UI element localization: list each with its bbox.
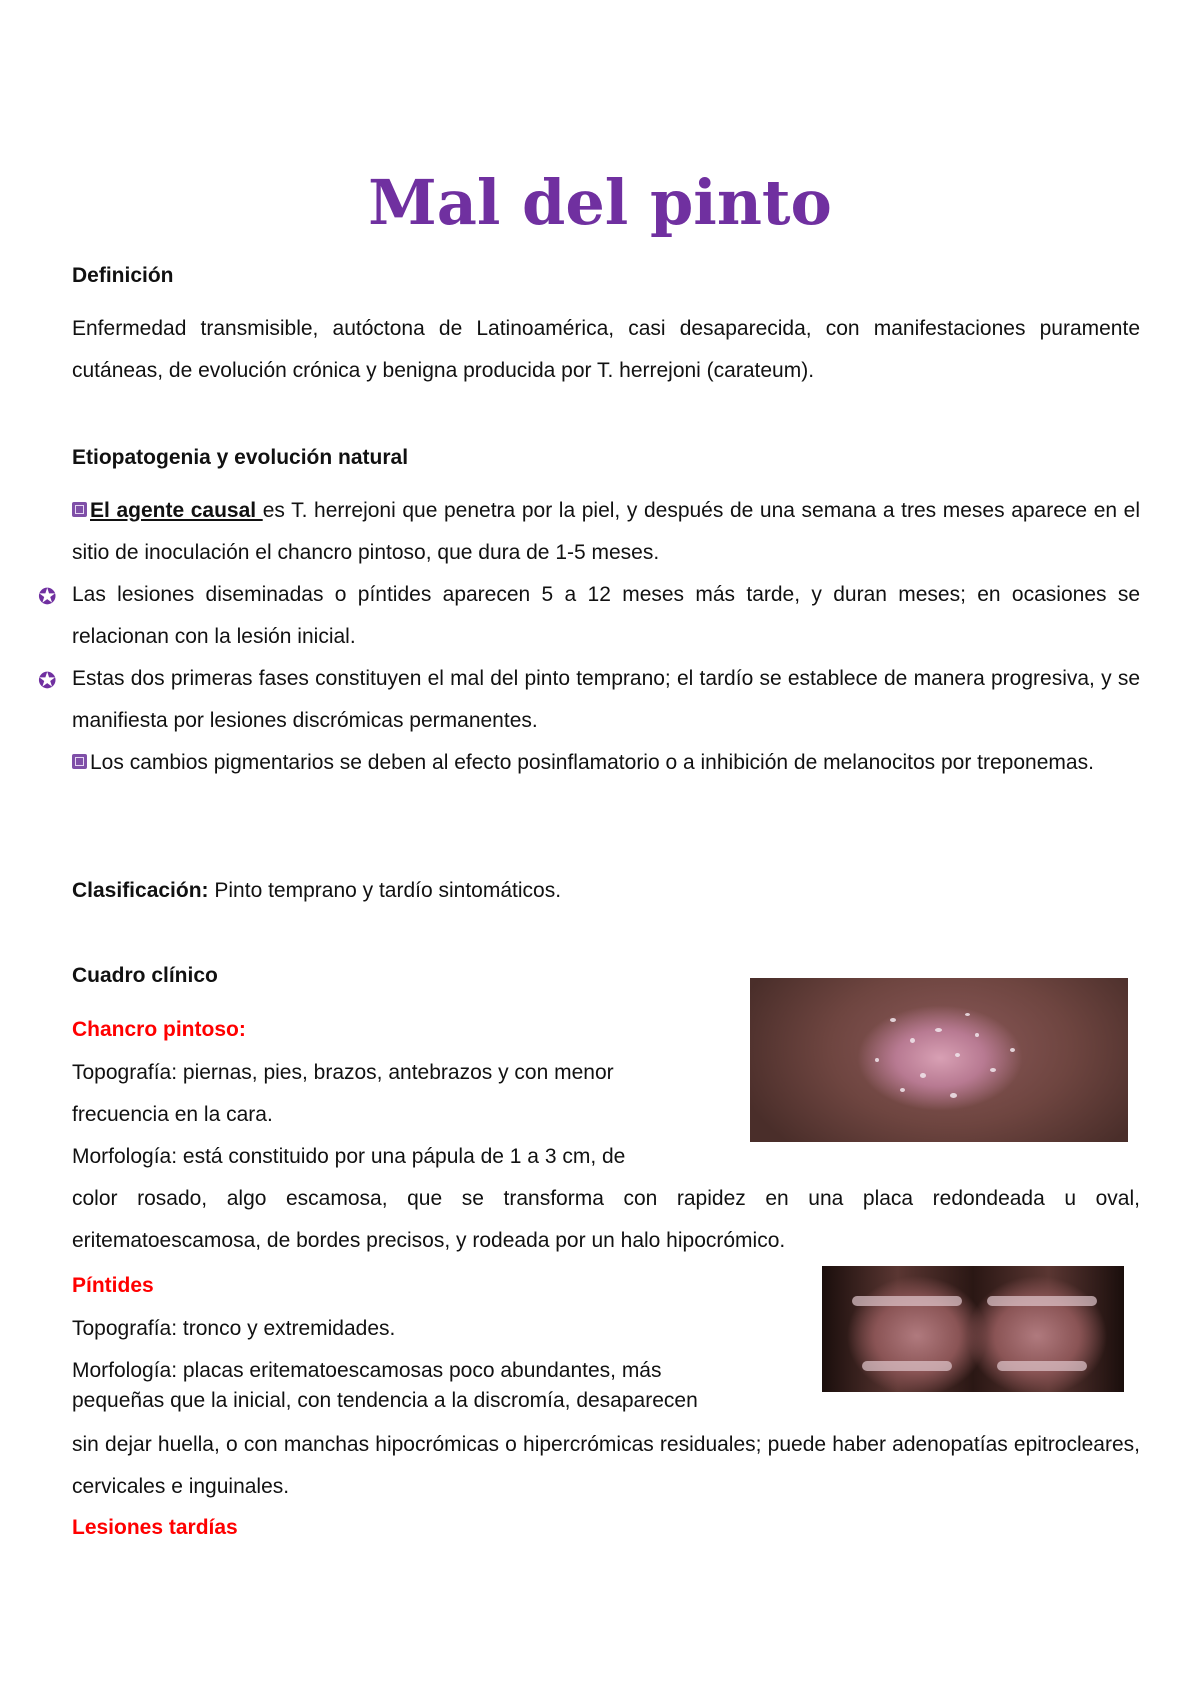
pintides-morfo-2: pequeñas que la inicial, con tendencia a la discromía, desaparecen <box>72 1389 698 1412</box>
definicion-heading: Definición <box>72 264 174 287</box>
etiopatogenia-heading: Etiopatogenia y evolución natural <box>72 446 409 469</box>
page-title: Mal del pinto <box>368 166 832 239</box>
clasificacion-label: Clasificación: <box>72 879 209 902</box>
etio-item-2: Las lesiones diseminadas o píntides aparecen 5 a 12 meses más tarde, y duran meses; en ocasiones se relacionan con la lesión inicial. <box>72 583 1140 648</box>
pintides-heading: Píntides <box>72 1274 154 1297</box>
chancro-photo <box>750 978 1128 1142</box>
box-icon <box>72 502 87 517</box>
chancro-topo-1: Topografía: piernas, pies, brazos, antebrazos y con menor <box>72 1061 614 1084</box>
chancro-morfo-1: Morfología: está constituido por una pápula de 1 a 3 cm, de <box>72 1145 626 1168</box>
pintides-morfo-1: Morfología: placas eritematoescamosas poco abundantes, más <box>72 1359 662 1382</box>
etio-item-1-text: es T. herrejoni que penetra por la piel, y después de una semana a tres meses aparece en el sitio de inoculación el chancro pintoso, que dura de 1-5 meses. <box>72 499 1140 564</box>
chancro-topo-2: frecuencia en la cara. <box>72 1103 273 1126</box>
star-icon: ✪ <box>38 584 57 609</box>
etio-item-4 <box>72 742 1140 784</box>
clasificacion <box>72 870 1140 912</box>
box-icon <box>72 754 87 769</box>
pintides-photo <box>822 1266 1124 1392</box>
agente-causal-label: El agente causal <box>90 499 263 522</box>
tardias-heading: Lesiones tardías <box>72 1516 238 1539</box>
cuadro-heading: Cuadro clínico <box>72 964 218 987</box>
chancro-morfo-rest: color rosado, algo escamosa, que se transforma con rapidez en una placa redondeada u oval, eritematoescamosa, de bordes precisos, y rodeada por un halo hipocrómico. <box>72 1187 1140 1252</box>
star-icon: ✪ <box>38 668 57 693</box>
pintides-morfo-rest: sin dejar huella, o con manchas hipocrómicas o hipercrómicas residuales; puede haber adenopatías epitrocleares, cervicales e inguinales. <box>72 1433 1140 1498</box>
chancro-heading: Chancro pintoso: <box>72 1018 246 1041</box>
etio-item-1 <box>72 490 1140 574</box>
etio-item-4-text: Los cambios pigmentarios se deben al efecto posinflamatorio o a inhibición de melanocitos por treponemas. <box>90 751 1094 774</box>
definicion-text: Enfermedad transmisible, autóctona de Latinoamérica, casi desaparecida, con manifestaciones puramente cutáneas, de evolución crónica y benigna producida por T. herrejoni (carateum). <box>72 317 1140 382</box>
etio-item-3: Estas dos primeras fases constituyen el mal del pinto temprano; el tardío se establece de manera progresiva, y se manifiesta por lesiones discrómicas permanentes. <box>72 667 1140 732</box>
pintides-topo: Topografía: tronco y extremidades. <box>72 1317 396 1340</box>
clasificacion-text: Pinto temprano y tardío sintomáticos. <box>208 879 562 902</box>
